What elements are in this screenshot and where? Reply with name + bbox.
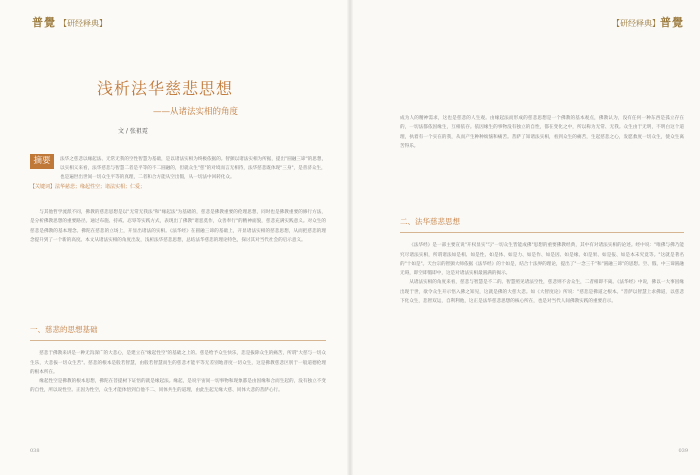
continued-text: [400, 114, 684, 151]
section-1-paragraph-2: 缘起性空是佛教的根本思想，佛陀在菩提树下证悟的就是缘起法。缘起，是说宇宙间一切事物和现象都是由因缘和合而生起的，没有独立不变的自性，所以说性空。正因为性空，众生才能体悟到自他不二、同体共生的道理，由此生起无缘大慈、同体大悲的菩萨心行。: [30, 379, 326, 394]
author-line: 文 / 张祖霓: [118, 128, 148, 135]
abstract-label: 摘要: [30, 154, 54, 169]
section-2: [400, 217, 684, 306]
keywords-line: 【关键词】法华慈悲；缘起性空；诸法实相；仁爱；: [30, 184, 146, 190]
page-number-right: 039: [678, 448, 688, 454]
section-2-paragraph-2: 从诸法实相的角度来看，慈悲与智慧是不二的。智慧照见诸法空性，慈悲则不舍众生，二者相即不离。《法华经》中说，佛以一大事因缘出现于世，欲令众生开示悟入佛之知见，这就是佛的大慈大悲。如《大智度论》所说："慈悲是佛道之根本。"菩萨以智慧上求佛道，以慈悲下化众生，悲智双运，自利利他，这正是法华慈悲思想的核心所在，也是对当代人间佛教实践的重要启示。: [400, 280, 684, 305]
page-number-left: 038: [30, 448, 40, 454]
column-name-right: 【研经释典】: [612, 19, 660, 28]
section-1: [30, 325, 326, 396]
column-name: 【研经释典】: [59, 19, 107, 28]
section-2-paragraph-1: 《法华经》是一部主要宣说"开权显实"与"一切众生皆能成佛"思想的重要佛教经典，其中有对诸法实相的论述。经中说："唯佛与佛乃能究尽诸法实相，所谓诸法如是相、如是性、如是体、如是力、如是作、如是因、如是缘、如是果、如是报、如是本末究竟等。"这就是著名的"十如是"。天台宗的智顗大师依据《法华经》的十如是，结合十法界的理论，提出了"一念三千"和"圆融三谛"的思想。空、假、中三谛圆融无碍，即空即假即中，这是对诸法实相最圆满的揭示。: [400, 243, 684, 277]
section-divider: [30, 340, 326, 341]
abstract-text: 法华之慈悲以缘起法、无常无我的空性智慧为基础，是以诸法实相为终极依据的。智顗以诸法实相为所据，提出"圆融三谛"的思想，以实相义来看，法华慈悲与智慧二者是平等的不二圆融的，但就众生"慈"的对境而言无相待，法华慈悲既体现"三身"，是普济众生，也是遍世出世间一切众生平等的真理，二者和合方能从空出假，从一切法中回转化众。: [60, 157, 327, 180]
section-2-heading: 二、法华慈悲思想: [400, 217, 460, 226]
page-header: [32, 14, 107, 30]
magazine-brand-right: 普覺: [660, 16, 684, 29]
article-subtitle: ——从诸法实相的角度: [152, 107, 238, 117]
right-page: [350, 0, 700, 475]
intro-text: 与其他哲学流派不同，佛教的慈悲思想是以"无常无我法"和"缘起法"为基础的，慈悲是佛教重要的伦理思想，同时也是佛教重要的修行方法，是分析佛教思想的重要路径。通过布施、持戒、忍辱等实践方式，表现出了佛教"诸恶莫作，众善奉行"的精神面貌，慈悲充满实践意义。对众生的慈悲是佛教的基本理念。佛陀在慈悲的立场上，开显出诸法的实相。《法华经》在圆融三谛的基础上，开显诸法实相的慈悲思想，从而把慈悲的理念提升到了一个新的高度。本文从诸法实相的角度出发，浅析法华慈悲思想，总结法华慈悲的理论特色，探讨其对当代社会的启示意义。: [30, 210, 326, 243]
page-header-right: [609, 14, 684, 30]
section-1-heading: 一、慈悲的思想基础: [30, 325, 98, 334]
book-gutter: [347, 0, 353, 475]
article-title: 浅析法华慈悲思想: [96, 79, 233, 98]
magazine-brand: 普覺: [32, 16, 56, 29]
section-1-paragraph-1: 慈悲于佛教来讲是一种无沟深广的大悲心，是建立在"缘起性空"的基础之上的。慈是给予众生快乐，悲是拔除众生的痛苦，所谓"大慈与一切众生乐，大悲拔一切众生苦"。慈悲的根本是般若智慧，由般若智慧而生的慈悲才能平等无差别地普度一切众生，这是佛教慈悲区别于一般道德伦理的根本所在。: [30, 351, 326, 375]
title-block: [40, 76, 290, 117]
continued-paragraph: 成为人的精神需求，这也是慈悲的人生观。由缘起法而形成的慈悲思想是一个佛教的基本观点，佛教认为，没有任何一种东西是孤立存在的，一切法都依因缘生，互相依存。依因缘生的事物没有独立的自性，都在变化之中，所以称为无常、无我。众生由于无明，不明白这个道理，执着有一个实在的我，从而产生种种烦恼和痛苦。菩萨了知诸法实相，看到众生的痛苦，生起慈悲之心，发愿救度一切众生，使众生离苦得乐。: [400, 116, 684, 149]
section-divider-2: [400, 232, 684, 233]
intro-paragraph: [30, 208, 326, 245]
